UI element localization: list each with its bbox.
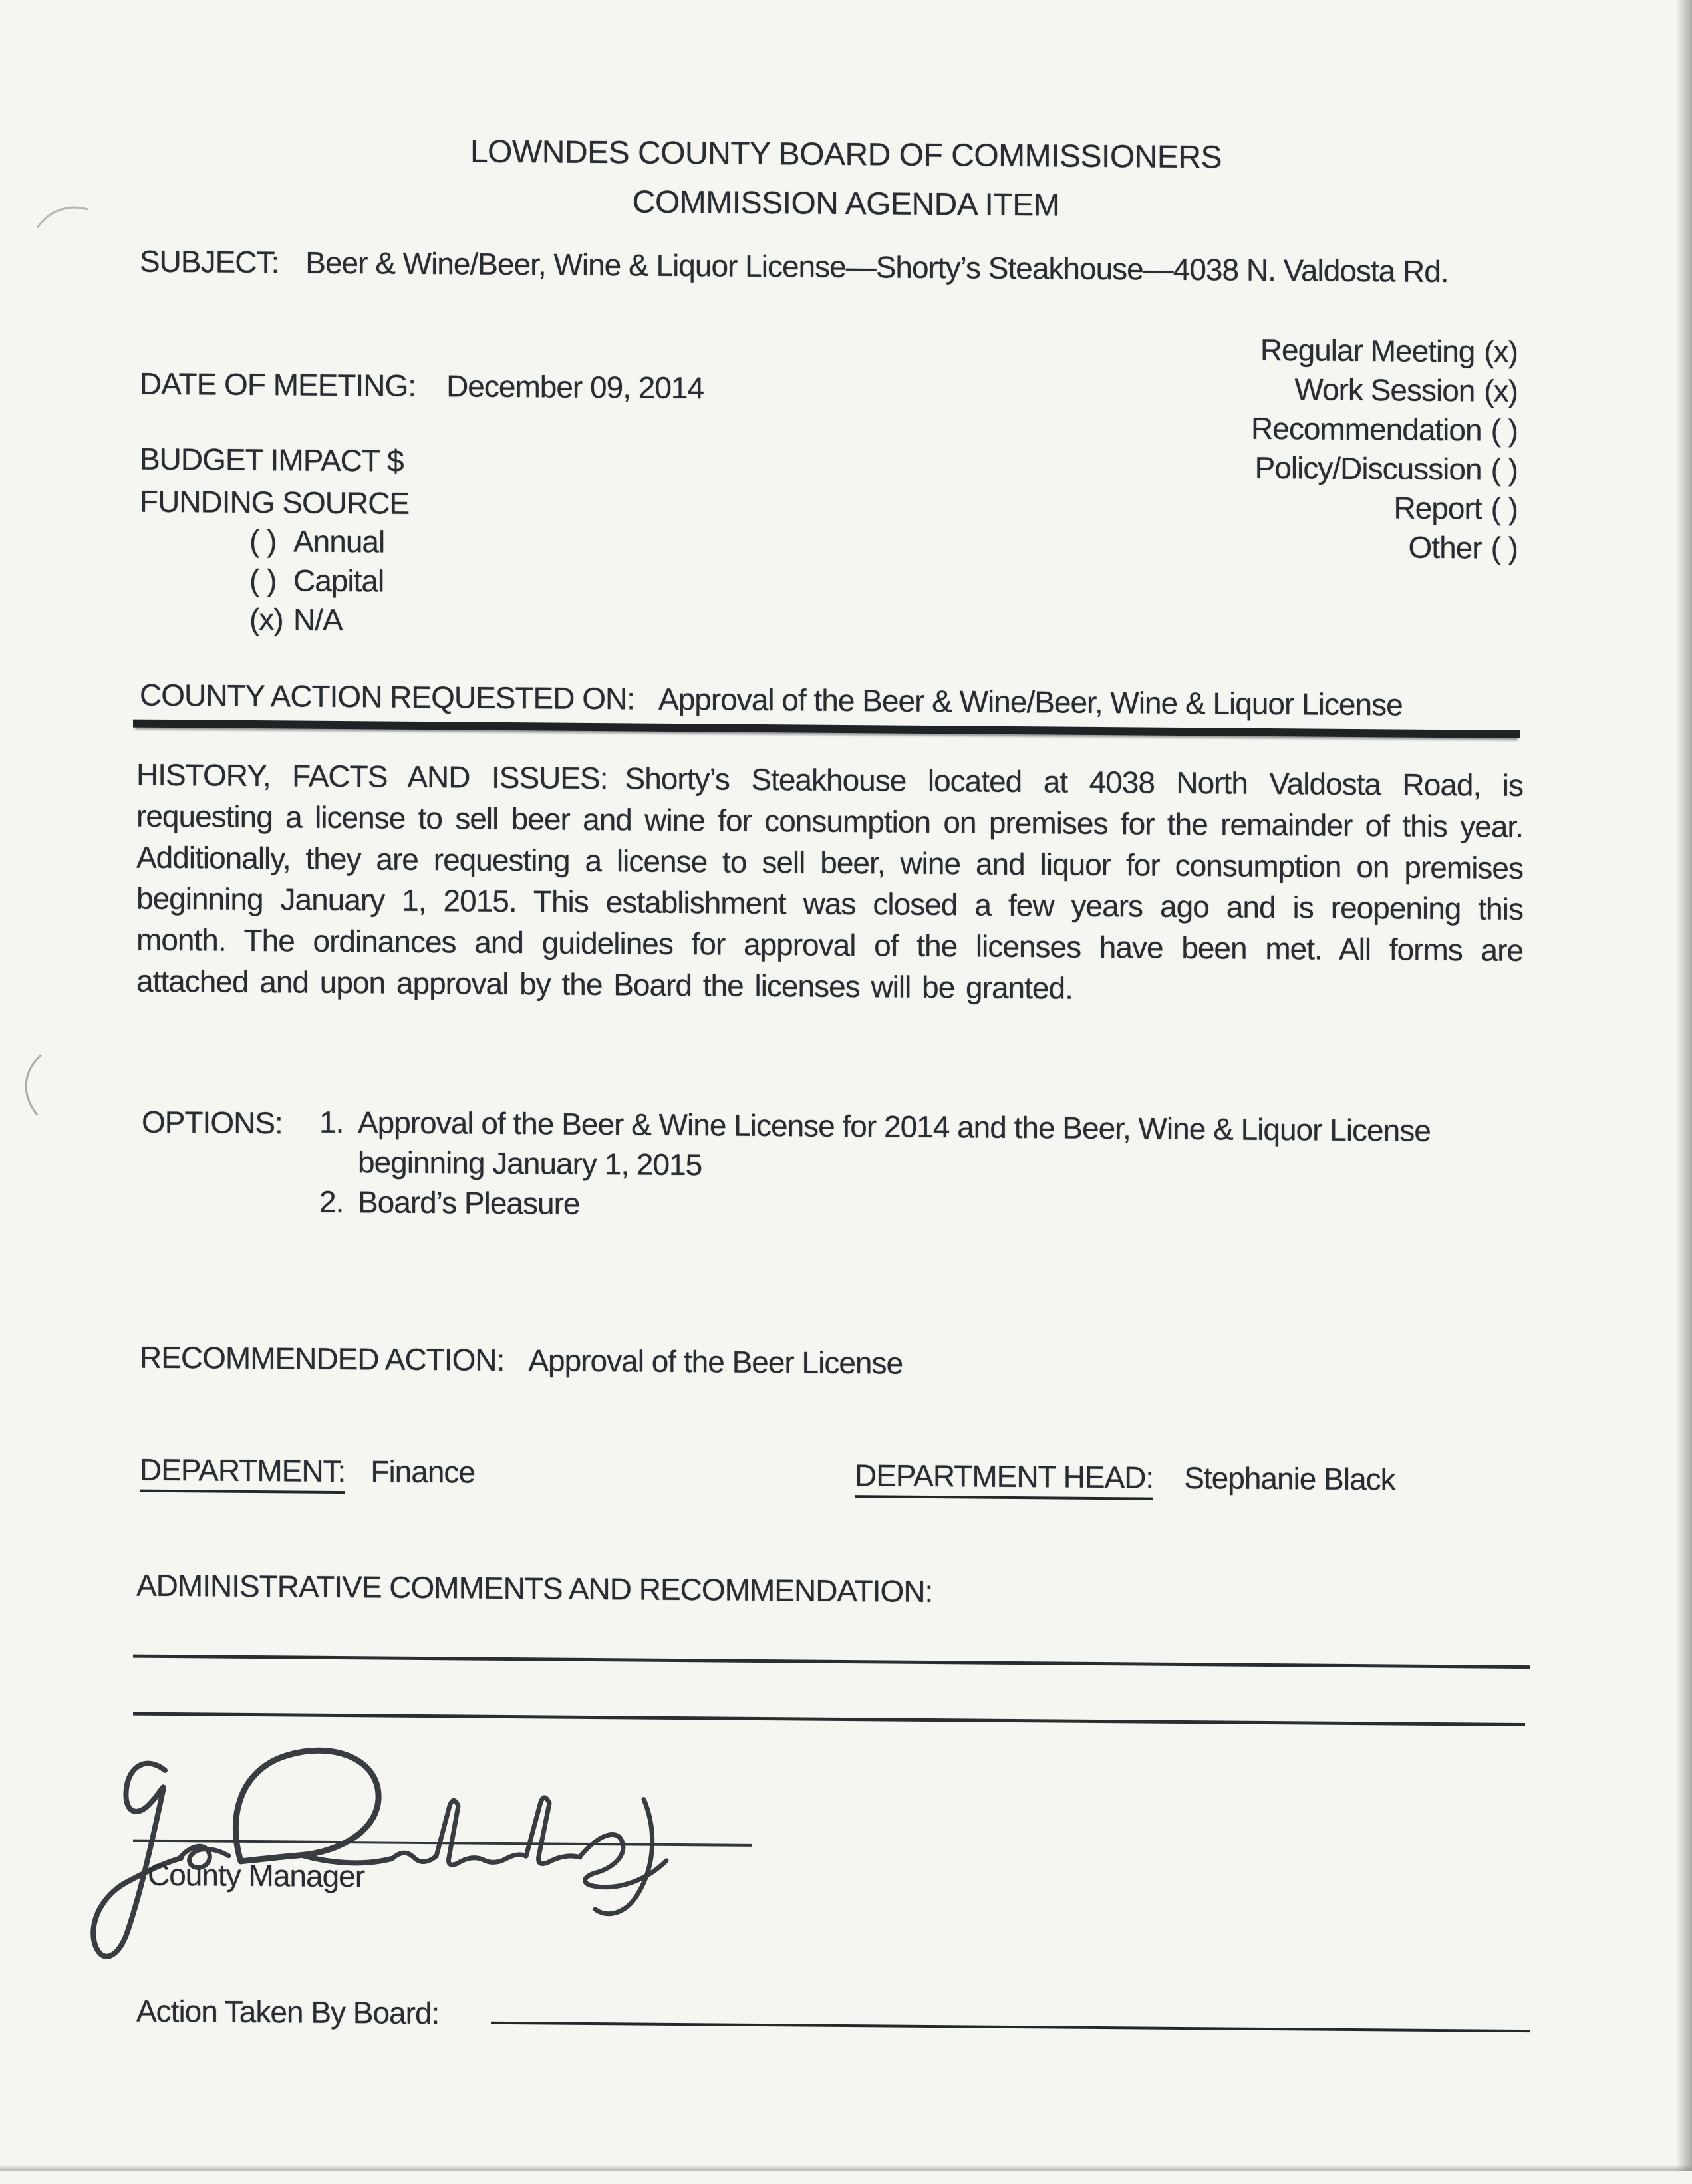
options-label: OPTIONS: <box>142 1104 283 1141</box>
checkbox-mark: ( ) <box>1490 412 1518 448</box>
department-head-row <box>855 1460 1395 1502</box>
department-row <box>140 1454 475 1495</box>
checkbox-mark: ( ) <box>249 523 277 559</box>
meeting-type-checklist <box>1251 331 1518 568</box>
meeting-type-row: Other ( ) <box>1408 529 1518 565</box>
funding-option-row: ( ) Capital <box>249 561 384 601</box>
checkbox-mark: (x) <box>1484 373 1518 408</box>
department-head-value: Stephanie Black <box>1184 1460 1395 1497</box>
scan-artifact-mark <box>33 198 93 232</box>
funding-option-row: ( ) Annual <box>249 521 384 562</box>
county-manager-signature <box>67 1716 898 1989</box>
checkbox-mark: ( ) <box>1490 491 1518 526</box>
department-label: DEPARTMENT: <box>140 1454 345 1494</box>
checkbox-mark: (x) <box>249 601 283 637</box>
option-text: Board’s Pleasure <box>358 1184 580 1221</box>
option-number: 1. <box>319 1104 344 1140</box>
options-list <box>319 1102 1530 1231</box>
option-text: Approval of the Beer & Wine License for 2014 and the Beer, Wine & Liquor License beginning January 1, 2015 <box>358 1105 1431 1182</box>
admin-comments-label: ADMINISTRATIVE COMMENTS AND RECOMMENDATION: <box>136 1568 933 1609</box>
county-action-label: COUNTY ACTION REQUESTED ON: <box>140 677 635 716</box>
recommended-action-value: Approval of the Beer License <box>528 1343 903 1381</box>
org-title: LOWNDES COUNTY BOARD OF COMMISSIONERS <box>470 134 1222 176</box>
county-action-row <box>140 677 1403 722</box>
checkbox-mark: (x) <box>1484 334 1518 369</box>
action-taken-label: Action Taken By Board: <box>136 1993 440 2031</box>
history-text: Shorty’s Steakhouse located at 4038 North Valdosta Road, is requesting a license to sell beer and wine for consumption on premises for the remainder of this year. Additionally, they are requesting a license to sell beer, wine and liquor for consumption on premises beginning January 1, 2015. This establishment was closed a few years ago and is reopening this month. The ordinances and guidelines for approval of the licenses have been met. All forms are attached and upon approval by the Board the licenses will be granted. <box>136 761 1524 1006</box>
doc-type-title: COMMISSION AGENDA ITEM <box>632 184 1060 223</box>
subject-label: SUBJECT: <box>140 243 279 280</box>
funding-source-options <box>249 521 384 640</box>
action-taken-blank-line <box>491 2022 1530 2032</box>
option-item <box>319 1102 1530 1191</box>
checkbox-mark: ( ) <box>1490 530 1518 565</box>
history-facts-issues-paragraph <box>136 754 1523 1012</box>
county-action-value: Approval of the Beer & Wine/Beer, Wine & Liquor License <box>658 681 1403 722</box>
subject-value: Beer & Wine/Beer, Wine & Liquor License—Shorty’s Steakhouse—4038 N. Valdosta Rd. <box>305 245 1449 289</box>
scan-edge-shadow-bottom <box>0 2165 1692 2171</box>
option-number: 2. <box>319 1184 344 1220</box>
budget-impact-label: BUDGET IMPACT $ <box>140 441 404 478</box>
meeting-type-row: Recommendation ( ) <box>1251 410 1518 448</box>
signatory-title: County Manager <box>148 1857 365 1894</box>
meeting-type-row: Report ( ) <box>1393 490 1518 526</box>
recommended-action-row <box>140 1339 903 1381</box>
meeting-type-row: Work Session (x) <box>1294 372 1518 408</box>
date-of-meeting-value: December 09, 2014 <box>446 368 704 406</box>
funding-source-label: FUNDING SOURCE <box>140 483 410 521</box>
checkbox-mark: ( ) <box>249 562 277 598</box>
meeting-type-row: Regular Meeting (x) <box>1260 332 1518 369</box>
meeting-type-row: Policy/Discussion ( ) <box>1254 450 1518 487</box>
checkbox-mark: ( ) <box>1490 452 1518 487</box>
comment-blank-line-1 <box>133 1655 1530 1669</box>
department-head-label: DEPARTMENT HEAD: <box>855 1460 1153 1500</box>
document-header <box>0 124 1692 235</box>
date-of-meeting-label: DATE OF MEETING: <box>140 366 416 403</box>
section-divider-rule <box>133 720 1520 738</box>
recommended-action-label: RECOMMENDED ACTION: <box>140 1339 505 1377</box>
history-label: HISTORY, FACTS AND ISSUES: <box>136 757 608 796</box>
scan-artifact-paren <box>15 1052 48 1119</box>
funding-option-row: (x) N/A <box>249 600 384 640</box>
date-of-meeting-row <box>140 368 704 404</box>
subject-row <box>140 243 1449 289</box>
scan-edge-shadow-right <box>1676 0 1692 2171</box>
department-value: Finance <box>370 1454 475 1490</box>
